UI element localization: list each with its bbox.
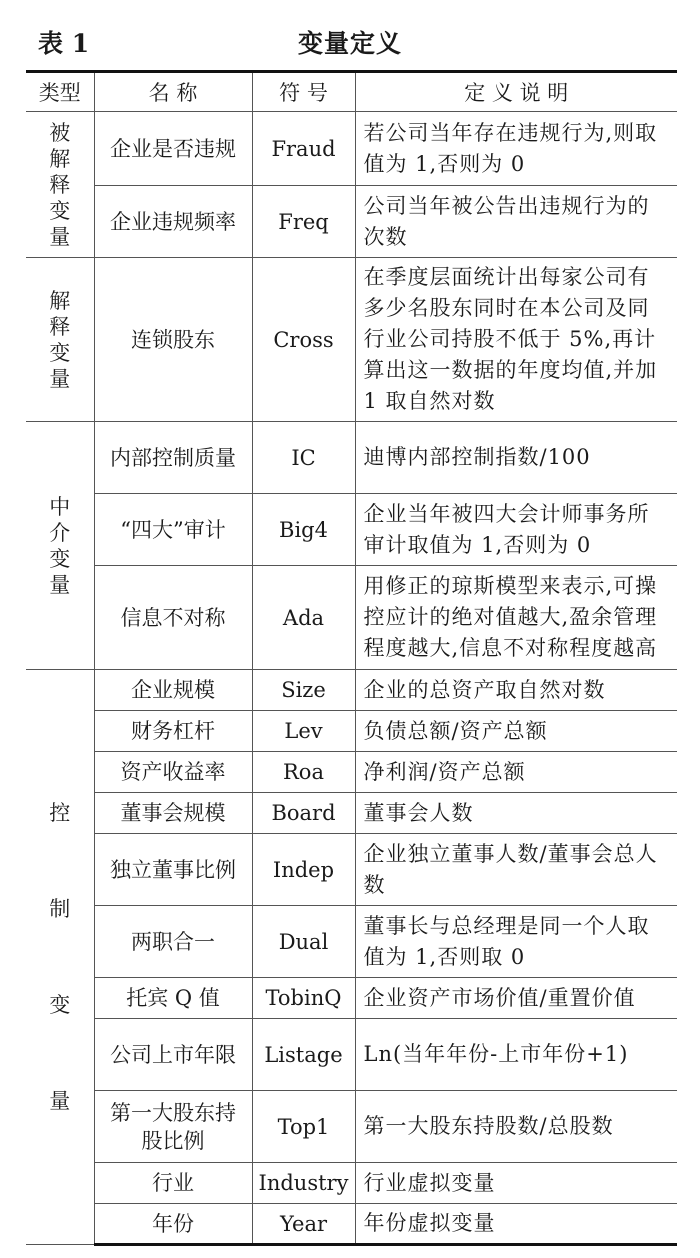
variable-name: 企业是否违规 xyxy=(94,112,252,186)
variable-definition: 董事长与总经理是同一个人取值为 1,否则取 0 xyxy=(355,906,677,978)
variable-name: 企业违规频率 xyxy=(94,186,252,258)
variable-definition-table xyxy=(26,70,677,1246)
category-cell xyxy=(26,422,94,670)
variable-definition: Ln(当年年份-上市年份+1) xyxy=(355,1019,677,1091)
variable-definition: 行业虚拟变量 xyxy=(355,1163,677,1204)
table-row xyxy=(26,422,677,494)
variable-symbol: Freq xyxy=(252,186,355,258)
category-cell xyxy=(26,112,94,258)
variable-symbol: IC xyxy=(252,422,355,494)
table-row xyxy=(26,978,677,1019)
variable-name: 董事会规模 xyxy=(94,793,252,834)
variable-name: 行业 xyxy=(94,1163,252,1204)
variable-definition: 若公司当年存在违规行为,则取值为 1,否则为 0 xyxy=(355,112,677,186)
table-row xyxy=(26,834,677,906)
variable-name: “四大”审计 xyxy=(94,494,252,566)
table-row xyxy=(26,711,677,752)
variable-name: 连锁股东 xyxy=(94,258,252,422)
variable-symbol: Dual xyxy=(252,906,355,978)
variable-name: 企业规模 xyxy=(94,670,252,711)
variable-name: 内部控制质量 xyxy=(94,422,252,494)
table-row xyxy=(26,494,677,566)
table-row xyxy=(26,1091,677,1163)
variable-definition: 净利润/资产总额 xyxy=(355,752,677,793)
variable-name: 财务杠杆 xyxy=(94,711,252,752)
variable-name: 两职合一 xyxy=(94,906,252,978)
variable-definition: 企业资产市场价值/重置价值 xyxy=(355,978,677,1019)
header-symbol: 符 号 xyxy=(252,72,355,112)
variable-definition: 第一大股东持股数/总股数 xyxy=(355,1091,677,1163)
variable-symbol: Listage xyxy=(252,1019,355,1091)
table-caption xyxy=(0,0,700,70)
variable-name: 信息不对称 xyxy=(94,566,252,670)
variable-symbol: Ada xyxy=(252,566,355,670)
table-label: 表 1 xyxy=(38,29,90,58)
variable-symbol: Cross xyxy=(252,258,355,422)
category-cell xyxy=(26,670,94,1245)
table-row xyxy=(26,112,677,186)
variable-definition: 董事会人数 xyxy=(355,793,677,834)
variable-name: 资产收益率 xyxy=(94,752,252,793)
variable-definition: 年份虚拟变量 xyxy=(355,1204,677,1245)
table-row xyxy=(26,906,677,978)
category-label: 被解释变量 xyxy=(49,120,71,249)
variable-name: 第一大股东持股比例 xyxy=(94,1091,252,1163)
header-row xyxy=(26,72,677,112)
table-row xyxy=(26,1019,677,1091)
category-cell xyxy=(26,258,94,422)
variable-definition: 公司当年被公告出违规行为的次数 xyxy=(355,186,677,258)
header-definition: 定 义 说 明 xyxy=(355,72,677,112)
table-row xyxy=(26,793,677,834)
table-row xyxy=(26,1204,677,1245)
variable-symbol: Indep xyxy=(252,834,355,906)
table-row xyxy=(26,258,677,422)
variable-symbol: Industry xyxy=(252,1163,355,1204)
variable-name: 公司上市年限 xyxy=(94,1019,252,1091)
category-label: 控制变量 xyxy=(49,801,71,1113)
table-row xyxy=(26,1163,677,1204)
variable-name: 独立董事比例 xyxy=(94,834,252,906)
table-row xyxy=(26,566,677,670)
category-label: 解释变量 xyxy=(49,288,71,391)
table-row xyxy=(26,752,677,793)
variable-symbol: Year xyxy=(252,1204,355,1245)
table-row xyxy=(26,186,677,258)
table-title: 变量定义 xyxy=(297,29,402,58)
variable-symbol: Board xyxy=(252,793,355,834)
category-label: 中介变量 xyxy=(49,494,71,597)
variable-symbol: Fraud xyxy=(252,112,355,186)
variable-definition: 迪博内部控制指数/100 xyxy=(355,422,677,494)
variable-definition: 负债总额/资产总额 xyxy=(355,711,677,752)
variable-symbol: Big4 xyxy=(252,494,355,566)
header-type: 类型 xyxy=(26,72,94,112)
variable-definition: 企业当年被四大会计师事务所审计取值为 1,否则为 0 xyxy=(355,494,677,566)
variable-definition: 企业独立董事人数/董事会总人数 xyxy=(355,834,677,906)
variable-name: 年份 xyxy=(94,1204,252,1245)
variable-name: 托宾 Q 值 xyxy=(94,978,252,1019)
variable-symbol: TobinQ xyxy=(252,978,355,1019)
header-name: 名 称 xyxy=(94,72,252,112)
table-row xyxy=(26,670,677,711)
variable-definition: 企业的总资产取自然对数 xyxy=(355,670,677,711)
variable-definition: 用修正的琼斯模型来表示,可操控应计的绝对值越大,盈余管理程度越大,信息不对称程度越高 xyxy=(355,566,677,670)
variable-symbol: Size xyxy=(252,670,355,711)
variable-symbol: Roa xyxy=(252,752,355,793)
variable-symbol: Top1 xyxy=(252,1091,355,1163)
variable-symbol: Lev xyxy=(252,711,355,752)
variable-definition: 在季度层面统计出每家公司有多少名股东同时在本公司及同行业公司持股不低于 5%,再计算出这一数据的年度均值,并加 1 取自然对数 xyxy=(355,258,677,422)
